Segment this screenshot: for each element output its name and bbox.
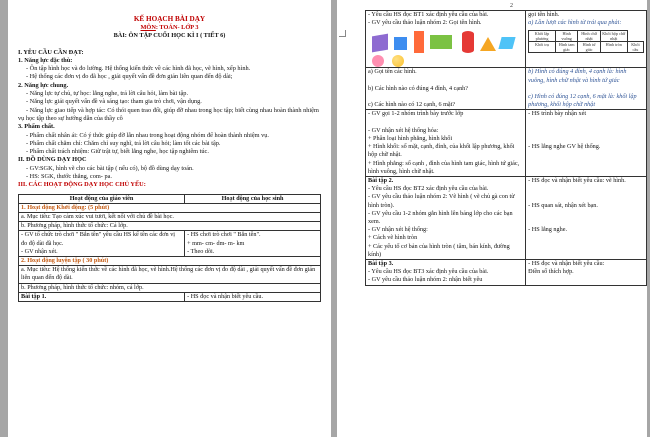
exercise-heading: Bài tập 3. bbox=[368, 260, 394, 268]
shapes-illustration bbox=[368, 27, 523, 67]
rectangle-shape bbox=[414, 31, 424, 53]
table-row bbox=[366, 68, 647, 110]
table-cell: b. Phương pháp, hình thức tổ chức: Cả lớp. bbox=[19, 222, 321, 231]
page-corner-mark bbox=[339, 30, 346, 37]
activity-table bbox=[18, 194, 321, 302]
table-cell: 2. Hoạt động luyện tập ( 30 phút) bbox=[19, 257, 321, 266]
student-text: gọi tên hình. bbox=[528, 11, 560, 18]
table-row bbox=[19, 292, 321, 301]
teacher-cell: Bài tập 3. - Yêu cầu HS đọc BT3 xác định yêu cầu của bài. - GV yêu cầu thảo luận nhóm 2: nhận biết yêu bbox=[366, 260, 526, 286]
student-column-header: Hoạt động của học sinh bbox=[185, 194, 321, 203]
student-cell bbox=[526, 68, 647, 110]
text-line: - Năng lực giao tiếp và hợp tác: Có thói quen trao đổi, giúp đỡ nhau trong học tập; biết cùng nhau hoàn thành nhiệm vụ học tập theo sự hướng dẫn của thầy cô bbox=[18, 106, 319, 122]
student-cell bbox=[526, 260, 647, 286]
text-line: 1. Năng lực đặc thù: bbox=[18, 56, 73, 64]
student-cell bbox=[526, 11, 647, 68]
text-line: 3. Phẩm chất. bbox=[18, 123, 55, 131]
text-line: - Ôn tập hình học và đo lường. Hệ thống kiến thức về các hình đã học, vẽ hình, xếp hình. bbox=[26, 65, 251, 73]
teacher-column-header: Hoạt động của giáo viên bbox=[19, 194, 185, 203]
page-number: 2 bbox=[510, 3, 513, 9]
mini-cell: Khối trụ bbox=[529, 42, 556, 53]
mini-cell: Khối cầu bbox=[627, 42, 643, 53]
table-row bbox=[366, 177, 647, 260]
student-cell bbox=[526, 177, 647, 260]
mini-cell: Hình vuông bbox=[555, 31, 578, 42]
subject-value: : TOÁN- LỚP 3 bbox=[155, 24, 199, 31]
mini-row bbox=[529, 31, 644, 42]
table-row bbox=[19, 231, 321, 257]
text-line: 2. Năng lực chung. bbox=[18, 81, 69, 89]
text-line: - Phẩm chất nhân ái: Có ý thức giúp đỡ lẫn nhau trong hoạt động nhóm để hoàn thành nhiệm vụ. bbox=[26, 131, 270, 139]
table-cell: a. Mục tiêu: Tạo cảm xúc vui tươi, kết nối với chủ đề bài học. bbox=[19, 213, 321, 222]
text-line: III. CÁC HOẠT ĐỘNG DẠY HỌC CHỦ YẾU: bbox=[18, 181, 146, 189]
teacher-cell: - Yêu cầu HS đọc BT1 xác định yêu cầu của bài. - GV yêu cầu thảo luận nhóm 2: Gọi tên hình. bbox=[366, 11, 526, 68]
text-line: - GV:SGK, hình vẽ cho các bài tập ( nếu có), bộ đồ dùng dạy toán. bbox=[26, 164, 194, 172]
teacher-cell: Bài tập 2. - Yêu cầu HS đọc BT2 xác định yêu cầu của bài. - GV yêu cầu thảo luận nhóm 2: Vẽ hình ( vẽ chủ gà con từ hình tròn). - GV yêu cầu 1-2 nhóm gắn hình lên bảng lớp cho các bạn xem. - GV nhận xét hệ thống: + Cách vẽ hình tròn + Các yếu tố cơ bản của hình tròn ( tâm, bán kính, đường kính) bbox=[366, 177, 526, 260]
plan-title: KẾ HOẠCH BÀI DẠY bbox=[133, 15, 206, 23]
student-cell: - HS chơi trò chơi " Bắn tên". + mm- cm- dm- m- km - Theo dõi. bbox=[185, 231, 321, 257]
student-cell: - HS đọc và nhận biết yêu cầu. bbox=[185, 292, 321, 301]
square-shape bbox=[394, 37, 407, 50]
mini-cell: Khối hộp chữ nhật bbox=[600, 31, 627, 42]
student-text: - HS trình bày nhận xét - HS lắng nghe GV hệ thống. bbox=[528, 110, 601, 151]
mini-cell: Hình tam giác bbox=[555, 42, 578, 53]
teacher-cell: - GV gọi 1-2 nhóm trình bày trước lớp - GV nhận xét hệ thống hóa: + Phân loại hình phẳng, hình khối + Hình khối: số mặt, cạnh, đỉnh, của khối lập phương, khối hộp chữ nhật. + Hình phẳng: số cạnh , đỉnh của hình tam giác, hình tứ giác, hình vuông, hình chữ nhật. bbox=[366, 110, 526, 177]
table-row bbox=[19, 203, 321, 212]
student-answer: a) Lần lượt các hình từ trái qua phải: bbox=[528, 19, 622, 27]
triangle-shape bbox=[480, 37, 496, 51]
text-line: - Hệ thống các đơn vị đo đã học , giải quyết vấn đề đơn giản liên quan đến độ dài; bbox=[26, 73, 233, 81]
requirements-section bbox=[18, 49, 321, 190]
text-line: - Năng lực giải quyết vấn đề và sáng tạo: tham gia trò chơi, vận dụng. bbox=[26, 98, 202, 106]
text-line: - Năng lực tự chủ, tự học: lắng nghe, trả lời câu hỏi, làm bài tập. bbox=[26, 90, 189, 98]
mini-cell: Hình tứ giác bbox=[578, 42, 600, 53]
student-text: - HS đọc và nhận biết yêu cầu: Điền số thích hợp. bbox=[528, 260, 605, 276]
sphere-shape bbox=[392, 55, 404, 67]
table-cell: b. Phương pháp, hình thức tổ chức: nhóm, cá lớp. bbox=[19, 283, 321, 292]
mini-row bbox=[529, 42, 644, 53]
student-answer: b) Hình có đúng 4 đỉnh, 4 cạnh là: hình vuông, hình chữ nhật và hình tứ giác c) Hình có đúng 12 cạnh, 6 mặt là: khối lập phương, khối hộp chữ nhật bbox=[528, 68, 637, 109]
text-line: - Phẩm chất trách nhiệm: Giữ trật tự, biết lắng nghe, học tập nghiêm túc. bbox=[26, 148, 209, 156]
mini-cell: Hình tròn bbox=[600, 42, 627, 53]
table-cell: a. Mục tiêu: Hệ thống kiến thức về các hình đã học, vẽ hình.Hệ thống các đơn vị đo độ dài , giải quyết vấn đề đơn giản liên quan đến độ dài. bbox=[19, 266, 321, 283]
student-text: - HS đọc và nhận biết yêu cầu: vẽ hình. - HS quan sát, nhận xét bạn. - HS lắng nghe. bbox=[528, 177, 626, 234]
table-row bbox=[366, 11, 647, 68]
activity-table-continued bbox=[365, 10, 647, 286]
shape-name-table bbox=[528, 30, 644, 53]
table-row bbox=[19, 283, 321, 292]
text-line: - HS: SGK, thước thẳng, com- pa. bbox=[26, 173, 112, 181]
lesson-title: BÀI: ÔN TẬP CUỐI HỌC KÌ I ( TIẾT 6) bbox=[113, 32, 226, 40]
cuboid-shape bbox=[430, 35, 452, 49]
circle-shape bbox=[372, 55, 384, 67]
document-page-1 bbox=[8, 0, 331, 437]
table-row bbox=[19, 266, 321, 283]
quadrilateral-shape bbox=[498, 37, 515, 49]
table-row bbox=[19, 222, 321, 231]
text-line: - Phẩm chất chăm chỉ: Chăm chỉ suy nghĩ, trả lời câu hỏi; làm tốt các bài tập. bbox=[26, 139, 221, 147]
mini-cell: Hình chữ nhật bbox=[578, 31, 600, 42]
teacher-cell: a) Gọi tên các hình. b) Các hình nào có đúng 4 đỉnh, 4 cạnh? c) Các hình nào có 12 cạnh, 6 mặt? bbox=[366, 68, 526, 110]
table-row bbox=[366, 260, 647, 286]
exercise-heading: Bài tập 2. bbox=[368, 177, 394, 185]
table-cell: 1. Hoạt động Khởi động: (5 phút) bbox=[19, 203, 321, 212]
teacher-cell: - GV tổ chức trò chơi " Bắn tên" yêu cầu HS kể tên các đơn vị đo độ dài đã học. - GV nhận xét. bbox=[19, 231, 185, 257]
cylinder-shape bbox=[462, 31, 474, 53]
table-row bbox=[19, 257, 321, 266]
document-page-2 bbox=[337, 0, 647, 437]
mini-cell: Khối lập phương bbox=[529, 31, 556, 42]
student-cell bbox=[526, 110, 647, 177]
subject-label: MÔN bbox=[140, 24, 156, 31]
cube-shape bbox=[372, 34, 388, 53]
table-row bbox=[366, 110, 647, 177]
teacher-cell: Bài tập 1. bbox=[19, 292, 185, 301]
text-line: I. YÊU CẦU CẦN ĐẠT: bbox=[18, 48, 84, 56]
table-row bbox=[19, 213, 321, 222]
text-line: II. ĐỒ DÙNG DẠY HỌC bbox=[18, 156, 87, 164]
